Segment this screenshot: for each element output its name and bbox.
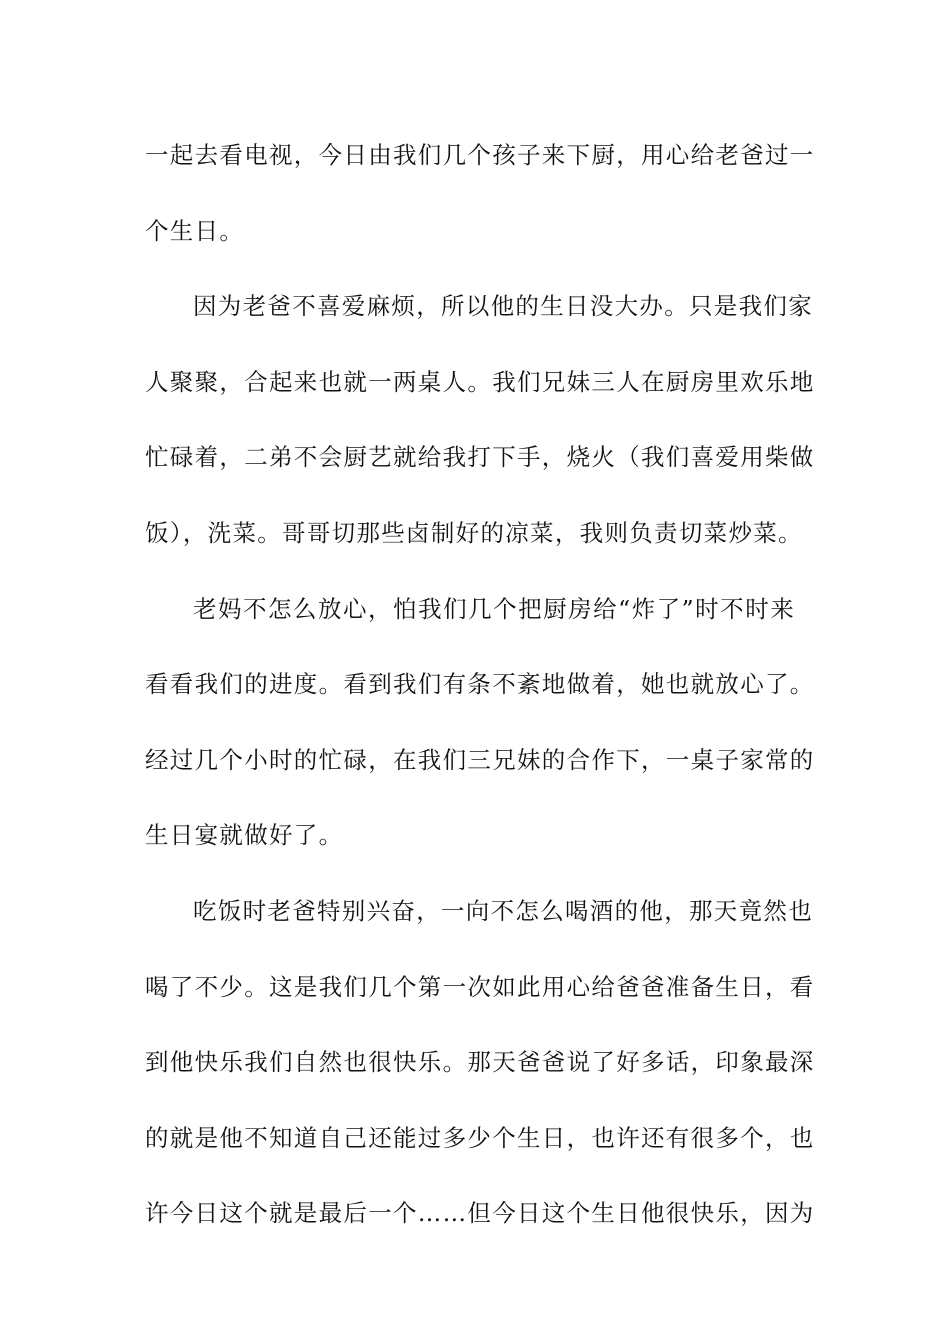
- text-line: 因为老爸不喜爱麻烦，所以他的生日没大办。只是我们家: [193, 292, 813, 321]
- text-line: 忙碌着，二弟不会厨艺就给我打下手，烧火（我们喜爱用柴做: [145, 443, 815, 472]
- text-line: 的就是他不知道自己还能过多少个生日，也许还有很多个，也: [145, 1123, 815, 1152]
- text-line: 个生日。: [145, 216, 245, 245]
- text-line: 老妈不怎么放心，怕我们几个把厨房给“炸了”时不时来: [193, 594, 795, 623]
- text-line: 生日宴就做好了。: [145, 821, 344, 850]
- text-line: 吃饭时老爸特别兴奋，一向不怎么喝酒的他，那天竟然也: [193, 896, 813, 925]
- text-line: 经过几个小时的忙碌，在我们三兄妹的合作下，一桌子家常的: [145, 745, 815, 774]
- text-line: 饭），洗菜。哥哥切那些卤制好的凉菜，我则负责切菜炒菜。: [145, 518, 803, 547]
- text-line: 一起去看电视，今日由我们几个孩子来下厨，用心给老爸过一: [145, 141, 815, 169]
- text-line: 喝了不少。这是我们几个第一次如此用心给爸爸准备生日，看: [145, 972, 815, 1001]
- body-text: [145, 118, 815, 1252]
- text-line: 看看我们的进度。看到我们有条不紊地做着，她也就放心了。: [145, 670, 815, 699]
- text-line: 人聚聚，合起来也就一两桌人。我们兄妹三人在厨房里欢乐地: [145, 367, 815, 396]
- text-line: 到他快乐我们自然也很快乐。那天爸爸说了好多话，印象最深: [145, 1048, 815, 1077]
- text-line: 许今日这个就是最后一个……但今日这个生日他很快乐，因为: [145, 1199, 815, 1228]
